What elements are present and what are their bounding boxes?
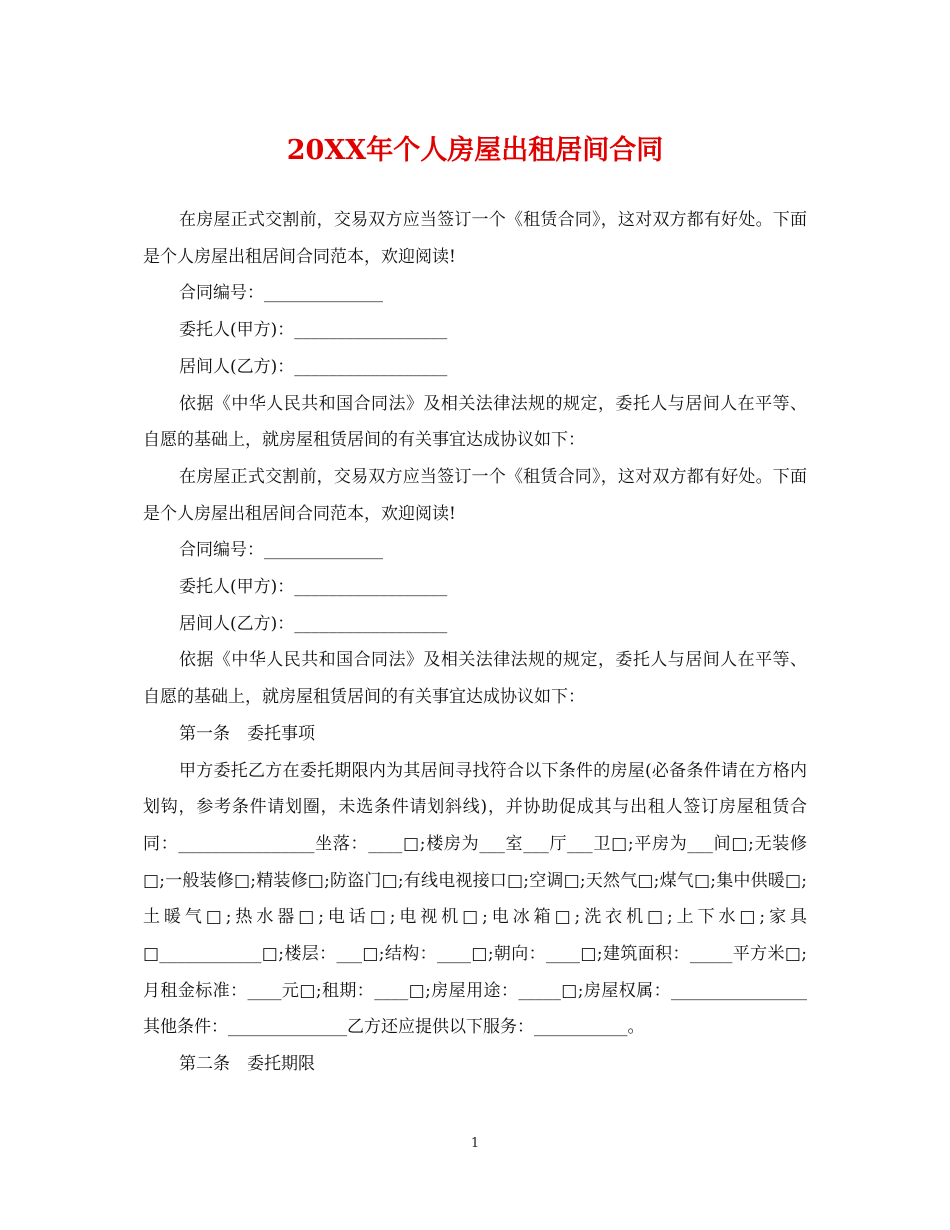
document-title: 20XX年个人房屋出租居间合同 <box>286 135 664 166</box>
paragraph-intro: 在房屋正式交割前，交易双方应当签订一个《租赁合同》，这对双方都有好处。下面是个人房屋出租居间合同范本，欢迎阅读! <box>143 210 807 267</box>
intermediary-party-b-line: 居间人(乙方)：__________________ <box>179 356 448 377</box>
principal-party-a-line-repeat: 委托人(甲方)：__________________ <box>179 577 448 598</box>
article-2-heading: 第二条 委托期限 <box>179 1054 315 1075</box>
document-body <box>143 202 807 1083</box>
contract-number-line: 合同编号：______________ <box>179 283 383 304</box>
principal-party-a-line: 委托人(甲方)：__________________ <box>179 320 448 341</box>
page-number: 1 <box>470 1136 480 1151</box>
article-1-body: 甲方委托乙方在委托期限内为其居间寻找符合以下条件的房屋(必备条件请在方格内划钩，参考条件请划圈，未选条件请划斜线)，并协助促成其与出租人签订房屋租赁合同：________________坐落：____□;楼房为___室___厅___卫□;平房为___间□;无装修□;一般装修□;精装修□;防盗门□;有线电视接口□;空调□;天然气□;煤气□;集中供暖□;土暖气□;热水器□;电话□;电视机□;电冰箱□;洗衣机□;上下水□;家具□____________□;楼层：___□;结构：____□;朝向：____□;建筑面积：_____平方米□;月租金标准：____元□;租期：____□;房屋用途：_____□;房屋权属：________________其他条件：______________乙方还应提供以下服务：___________。 <box>143 760 807 1038</box>
paragraph-legal-basis-repeat: 依据《中华人民共和国合同法》及相关法律法规的规定，委托人与居间人在平等、自愿的基础上，就房屋租赁居间的有关事宜达成协议如下： <box>143 650 807 708</box>
paragraph-intro-repeat: 在房屋正式交割前，交易双方应当签订一个《租赁合同》，这对双方都有好处。下面是个人房屋出租居间合同范本，欢迎阅读! <box>143 466 807 524</box>
intermediary-party-b-line-repeat: 居间人(乙方)：__________________ <box>179 613 448 634</box>
paragraph-legal-basis: 依据《中华人民共和国合同法》及相关法律法规的规定，委托人与居间人在平等、自愿的基础上，就房屋租赁居间的有关事宜达成协议如下： <box>143 393 807 451</box>
article-1-heading: 第一条 委托事项 <box>179 723 315 744</box>
contract-number-line-repeat: 合同编号：______________ <box>179 540 383 561</box>
